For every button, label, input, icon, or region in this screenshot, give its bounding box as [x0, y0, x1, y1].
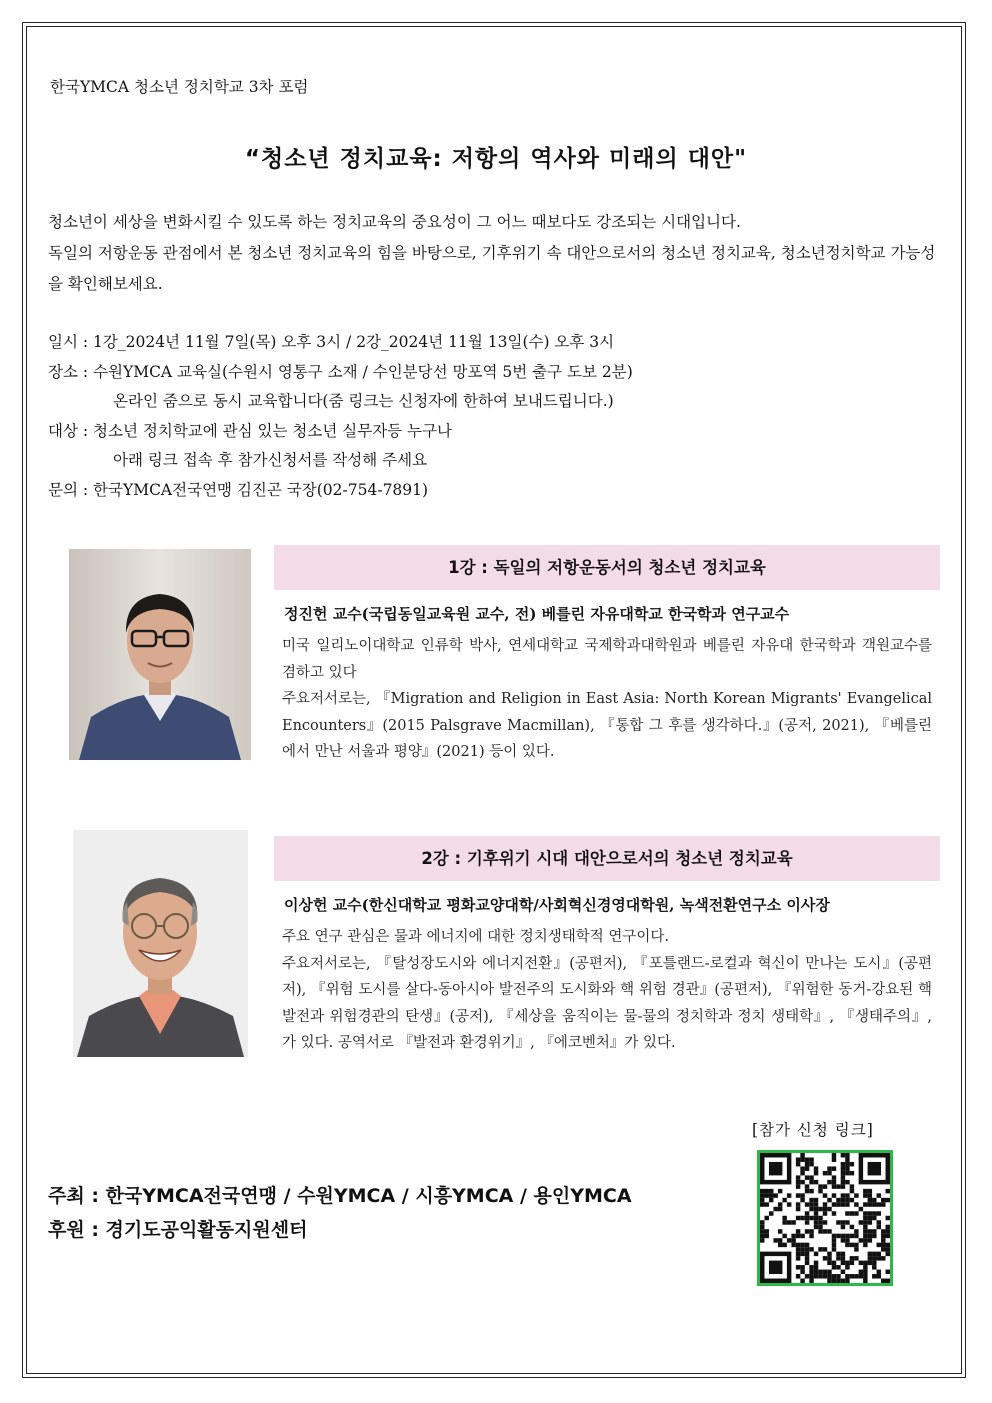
registration-qr-code[interactable] [757, 1150, 893, 1286]
sponsor-line: 후원 : 경기도공익활동지원센터 [48, 1219, 308, 1241]
lecture-2-bio-1: 주요 연구 관심은 물과 에너지에 대한 정치생태학적 연구이다. [282, 929, 670, 945]
event-info [48, 328, 633, 505]
qr-code-icon [760, 1153, 890, 1283]
info-contact: 문의 : 한국YMCA전국연맹 김진곤 국장(02-754-7891) [48, 480, 429, 499]
speaker-1-photo [69, 549, 251, 760]
lecture-2-title: 2강 : 기후위기 시대 대안으로서의 청소년 정치교육 [274, 836, 940, 881]
page-title: “청소년 정치교육: 저항의 역사와 미래의 대안" [244, 146, 748, 172]
lecture-1-bio-1: 미국 일리노이대학교 인류학 박사, 연세대학교 국제학과대학원과 베를린 자유대 한국학과 객원교수를 겸하고 있다 [282, 638, 932, 681]
host-line: 주최 : 한국YMCA전국연맹 / 수원YMCA / 시흥YMCA / 용인YMCA [48, 1185, 632, 1207]
lecture-2-speaker: 이상헌 교수(한신대학교 평화교양대학/사회혁신경영대학원, 녹색전환연구소 이사장 [284, 896, 830, 914]
intro-text [48, 207, 948, 300]
info-date: 일시 : 1강_2024년 11월 7일(목) 오후 3시 / 2강_2024년 11월 13일(수) 오후 3시 [48, 333, 615, 351]
registration-link-label: [참가 신청 링크] [752, 1121, 874, 1139]
speaker-2-photo [73, 830, 248, 1057]
info-target-note: 아래 링크 접속 후 참가신청서를 작성해 주세요 [113, 451, 428, 469]
lecture-1-title: 1강 : 독일의 저항운동서의 청소년 정치교육 [274, 545, 940, 590]
info-place-note: 온라인 줌으로 동시 교육합니다(줌 링크는 신청자에 한하여 보내드립니다.) [113, 392, 614, 410]
intro-line-1: 청소년이 세상을 변화시킬 수 있도록 하는 정치교육의 중요성이 그 어느 때보다도 강조되는 시대입니다. [48, 213, 741, 231]
lecture-1-speaker: 정진헌 교수(국립동일교육원 교수, 전) 베를린 자유대학교 한국학과 연구교수 [284, 605, 790, 623]
event-subtitle: 한국YMCA 청소년 정치학교 3차 포럼 [50, 78, 309, 96]
lecture-1-bio-2: 주요저서로는, 『Migration and Religion in East Asia: North Korean Migrants' Evangelical Encounters』(2015 Palsgrave Macmillan), 『통합 그 후를 생각하다.』(공저, 2021), 『베를린에서 만난 서울과 평양』(2021) 등이 있다. [282, 691, 932, 760]
lecture-2-bio-2: 주요저서로는, 『탈성장도시와 에너지전환』(공편저), 『포틀랜드-로컬과 혁신이 만나는 도시』(공편저), 『위험 도시를 살다-동아시아 발전주의 도시화와 핵 위험 경관』(공편저), 『위험한 동거-강요된 핵발전과 위험경관의 탄생』(공저), 『세상을 움직이는 물-물의 정치학과 정치 생태학』, 『생태주의』, 가 있다. 공역서로 『발전과 환경위기』, 『에코벤처』가 있다. [282, 955, 932, 1051]
lecture-1-bio [282, 633, 932, 766]
info-target: 대상 : 청소년 정치학교에 관심 있는 청소년 실무자등 누구나 [48, 421, 452, 440]
info-place: 장소 : 수원YMCA 교육실(수원시 영통구 소재 / 수인분당선 망포역 5번 출구 도보 2분) [48, 362, 633, 381]
lecture-2-bio [282, 924, 932, 1057]
intro-line-2: 독일의 저항운동 관점에서 본 청소년 정치교육의 힘을 바탕으로, 기후위기 속 대안으로서의 청소년 정치교육, 청소년정치학교 가능성을 확인해보세요. [48, 244, 936, 293]
